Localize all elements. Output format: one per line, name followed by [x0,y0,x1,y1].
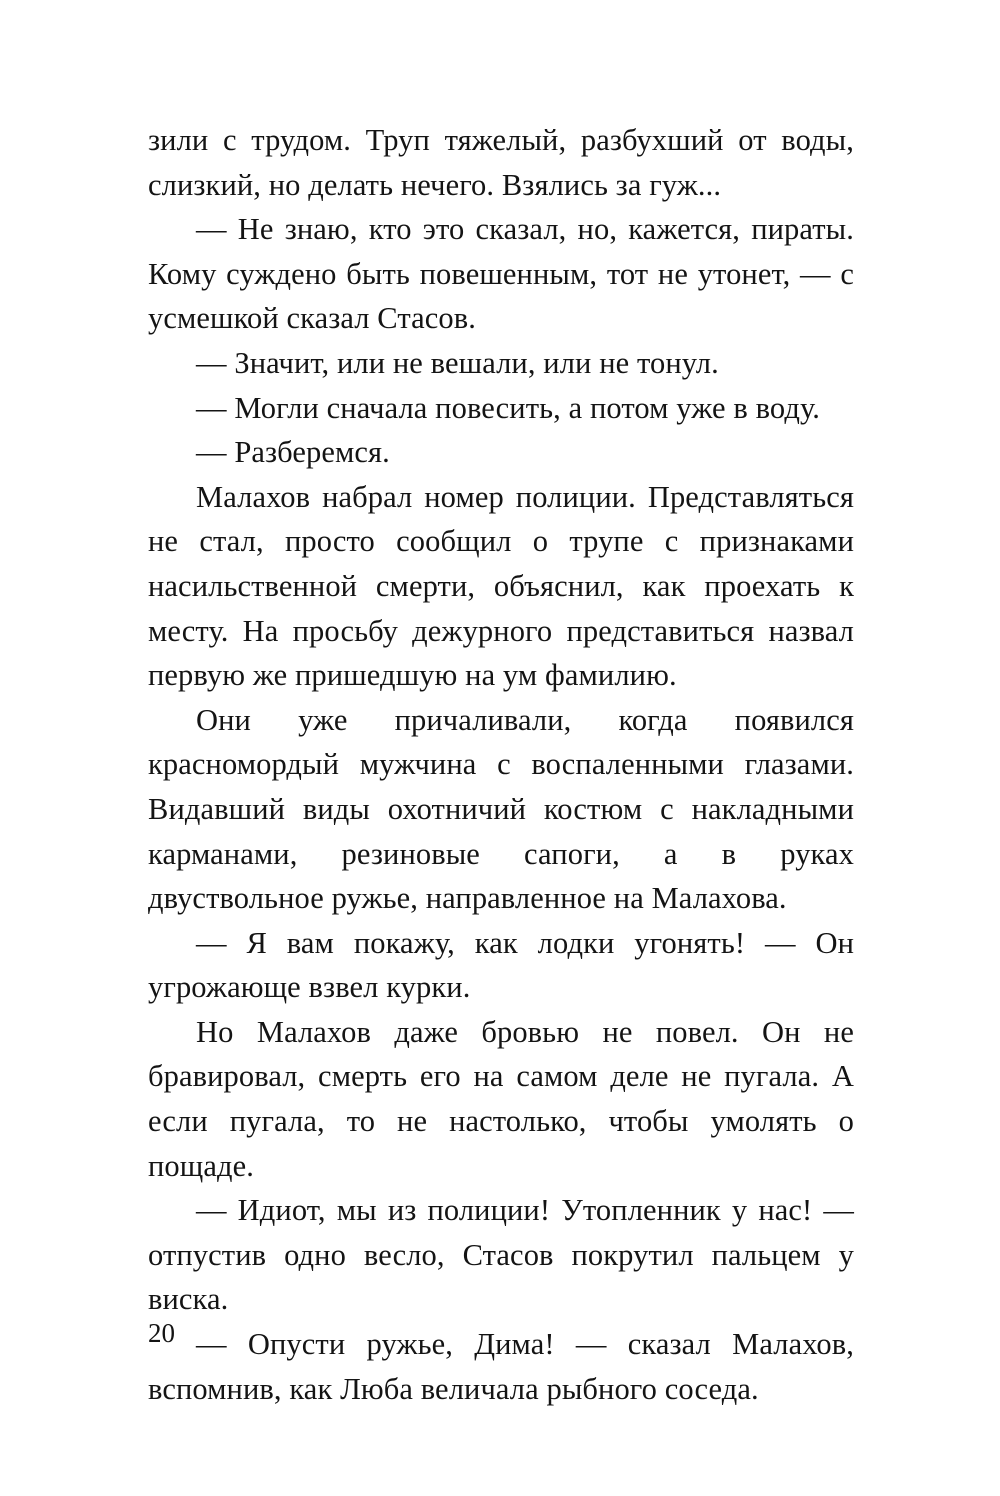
page-text-block [148,118,854,1411]
paragraph: — Опусти ружье, Дима! — сказал Малахов, вспомнив, как Люба величала рыбного соседа. [148,1327,854,1406]
paragraph: — Значит, или не вешали, или не тонул. [196,345,719,380]
paragraph: — Я вам покажу, как лодки угонять! — Он угрожающе взвел курки. [148,925,854,1005]
paragraph: — Разберемся. [196,435,390,470]
paragraph: Но Малахов даже бровью не повел. Он не бравировал, смерть его на самом деле не пугала. А если пугала, то не настолько, чтобы умолять о пощаде. [148,1014,854,1183]
paragraph: — Могли сначала повесить, а потом уже в воду. [196,390,820,425]
paragraph: Они уже причаливали, когда появился красномордый мужчина с воспаленными глазами. Видавший виды охотничий костюм с накладными карманами, резиновые сапоги, а в руках двуствольное ружье, направленное на Малахова. [148,702,854,916]
paragraph: зили с трудом. Труп тяжелый, разбухший от воды, слизкий, но делать нечего. Взялись за гуж... [148,123,854,202]
page-number: 20 [148,1318,175,1348]
paragraph: Малахов набрал номер полиции. Представляться не стал, просто сообщил о трупе с признаками насильственной смерти, объяснил, как проехать к месту. На просьбу дежурного представиться назвал первую же пришедшую на ум фамилию. [148,479,854,693]
paragraph: — Идиот, мы из полиции! Утопленник у нас! — отпустив одно весло, Стасов покрутил пальцем у виска. [148,1193,854,1317]
paragraph: — Не знаю, кто это сказал, но, кажется, пираты. Кому суждено быть повешенным, тот не утонет, — с усмешкой сказал Стасов. [148,212,854,336]
